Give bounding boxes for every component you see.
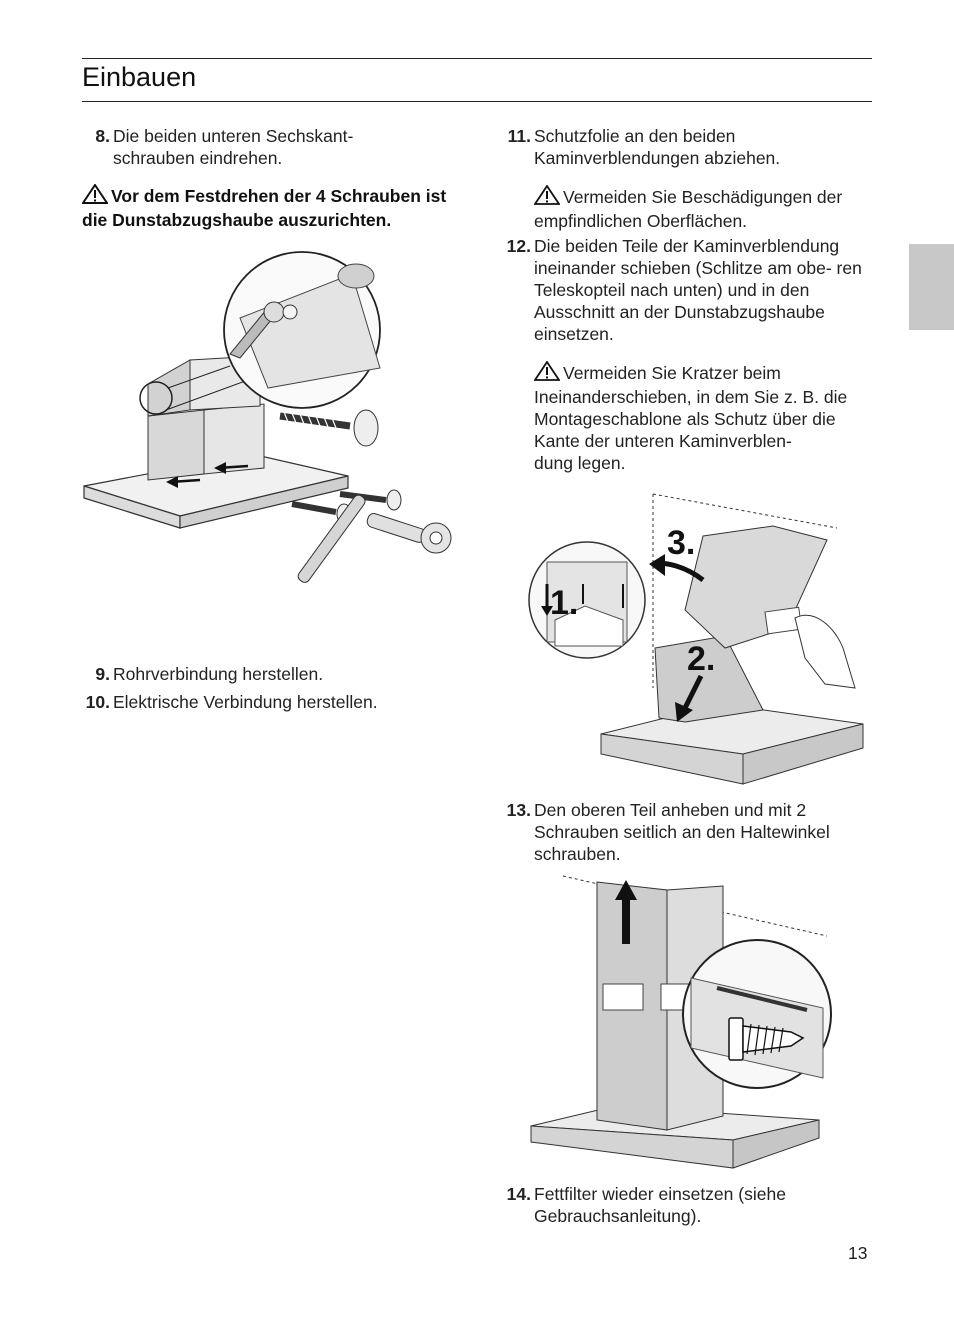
step-10-number: 10.: [85, 692, 110, 712]
figure-chimney-assembly: [525, 488, 870, 788]
step-11-number: 11.: [507, 126, 531, 146]
warning-triangle-icon: [534, 361, 560, 386]
step-9-number: 9.: [95, 664, 110, 684]
section-tab: [909, 244, 954, 330]
header-top-rule: [82, 58, 872, 59]
step-9: [82, 663, 462, 685]
fig-label-3: 3.: [667, 524, 696, 562]
page-number: 13: [848, 1243, 868, 1263]
warning-triangle-icon: [82, 184, 108, 209]
warning-align: [82, 184, 454, 231]
step-9-text: Rohrverbindung herstellen.: [113, 664, 324, 684]
step-8: [82, 125, 382, 169]
step-11-text: Schutzfolie an den beiden Kaminverblendungen abziehen.: [534, 126, 781, 168]
step-13-number: 13.: [506, 800, 531, 820]
step-12-number: 12.: [506, 236, 531, 256]
warning-scratches-text: Vermeiden Sie Kratzer beim Ineinanderschieben, in dem Sie z. B. die Montageschablone als Schutz über die Kante der unteren Kaminverblen- dung legen.: [534, 363, 848, 473]
step-8-number: 8.: [95, 126, 110, 146]
header-bottom-rule: [82, 101, 872, 102]
fig-label-2: 2.: [687, 640, 716, 678]
warning-triangle-icon: [534, 185, 560, 210]
step-13-text: Den oberen Teil anheben und mit 2 Schrauben seitlich an den Haltewinkel schrauben.: [534, 800, 830, 864]
page-title: Einbauen: [82, 62, 197, 92]
step-14-text: Fettfilter wieder einsetzen (siehe Gebrauchsanleitung).: [534, 1184, 786, 1226]
step-10: [82, 691, 462, 713]
step-13: [503, 799, 873, 865]
warning-align-text: Vor dem Festdrehen der 4 Schrauben ist die Dunstabzugshaube auszurichten.: [82, 186, 447, 230]
step-12: [503, 235, 873, 345]
step-11: [503, 125, 873, 169]
step-10-text: Elektrische Verbindung herstellen.: [113, 692, 378, 712]
warning-scratches: [534, 361, 870, 474]
fig-label-1: 1.: [550, 584, 579, 622]
step-14: [503, 1183, 873, 1227]
step-12-text: Die beiden Teile der Kaminverblendung ineinander schieben (Schlitze am obe- ren Teleskopteil nach unten) und in den Ausschnitt an der Dunstabzugshaube einsetzen.: [534, 236, 862, 344]
warning-surfaces-text: Vermeiden Sie Beschädigungen der empfindlichen Oberflächen.: [534, 187, 843, 231]
step-14-number: 14.: [506, 1184, 531, 1204]
figure-hood-screws: [80, 248, 460, 648]
warning-surfaces: [534, 185, 874, 232]
figure-chimney-lift: [527, 868, 832, 1173]
step-8-text: Die beiden unteren Sechskant- schrauben eindrehen.: [113, 126, 354, 168]
